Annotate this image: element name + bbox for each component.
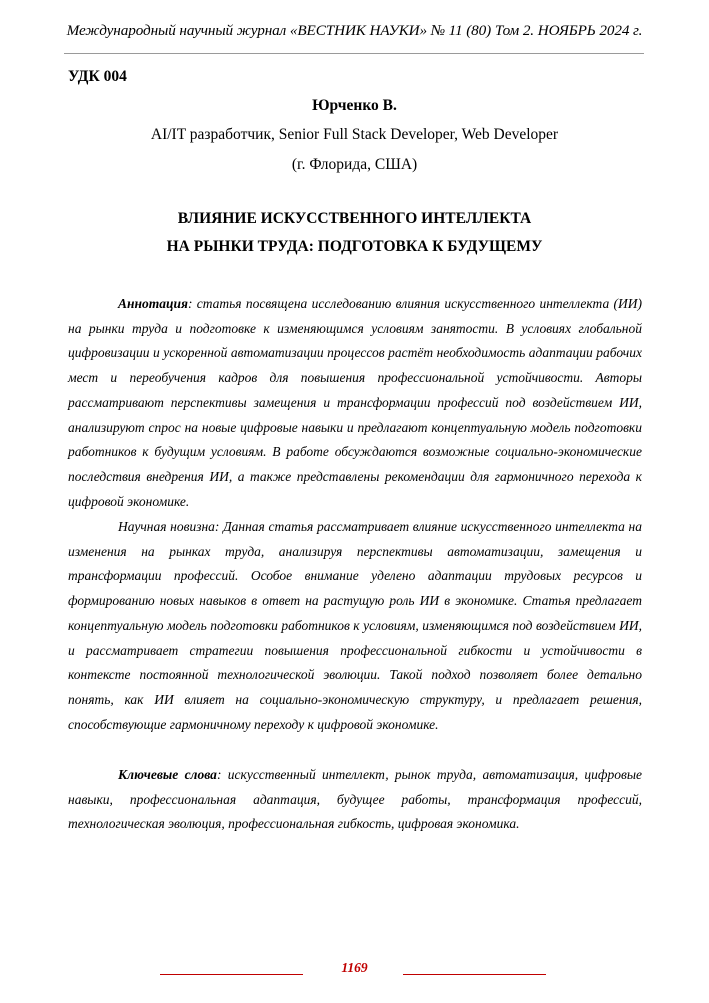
header-divider: [64, 53, 644, 54]
author-location: (г. Флорида, США): [291, 156, 418, 173]
author-affiliation: AI/IT разработчик, Senior Full Stack Developer, Web Developer: [150, 126, 559, 143]
abstract-label: Аннотация: [118, 296, 188, 311]
article-title-line-1: ВЛИЯНИЕ ИСКУССТВЕННОГО ИНТЕЛЛЕКТА: [177, 210, 532, 227]
footer-rule-right: [403, 974, 546, 975]
keywords-paragraph: [68, 763, 642, 837]
udk-code: УДК 004: [68, 68, 127, 85]
journal-running-head: Международный научный журнал «ВЕСТНИК НАУКИ» № 11 (80) Том 2. НОЯБРЬ 2024 г.: [66, 22, 643, 39]
keywords-text: : искусственный интеллект, рынок труда, автоматизация, цифровые навыки, профессиональная адаптация, будущее работы, трансформация профессий, технологическая эволюция, профессиональная гибкость, цифровая экономика.: [68, 767, 643, 832]
keywords-label: Ключевые слова: [118, 767, 217, 782]
page-number: 1169: [341, 960, 368, 975]
author-name: Юрченко В.: [312, 97, 397, 114]
novelty-section: [68, 515, 642, 737]
article-title-line-2: НА РЫНКИ ТРУДА: ПОДГОТОВКА К БУДУЩЕМУ: [166, 238, 543, 255]
abstract-paragraph: [68, 292, 642, 514]
page-footer: [0, 960, 709, 980]
abstract-text: : статья посвящена исследованию влияния искусственного интеллекта (ИИ) на рынки труда и подготовке к изменяющимся условиям занятости. В условиях глобальной цифровизации и ускоренной автоматизации процессов растёт необходимость адаптации рабочих мест и переобучения кадров для повышения профессиональной устойчивости. Авторы рассматривают перспективы замещения и трансформации профессий под воздействием ИИ, анализируют спрос на новые цифровые навыки и предлагают концептуальную модель подготовки работников к будущим условиям. В работе обсуждаются возможные социально-экономические последствия внедрения ИИ, а также представлены рекомендации для гармоничного перехода к цифровой экономике.: [68, 296, 642, 509]
novelty-paragraph: Научная новизна: Данная статья рассматривает влияние искусственного интеллекта на изменения на рынках труда, анализируя перспективы автоматизации, замещения и трансформации профессий. Особое внимание уделено адаптации трудовых ресурсов и формированию новых навыков в ответ на растущую роль ИИ в экономике. Статья предлагает концептуальную модель подготовки работников к условиям, изменяющимся под воздействием ИИ, и рассматривает стратегии повышения профессиональной гибкости и устойчивости в контексте постоянной технологической эволюции. Такой подход позволяет более детально понять, как ИИ влияет на социально-экономическую структуру, и предлагает решения, способствующие гармоничному переходу к цифровой экономике.: [68, 519, 642, 732]
abstract-section: [68, 292, 642, 514]
keywords-section: [68, 763, 642, 837]
